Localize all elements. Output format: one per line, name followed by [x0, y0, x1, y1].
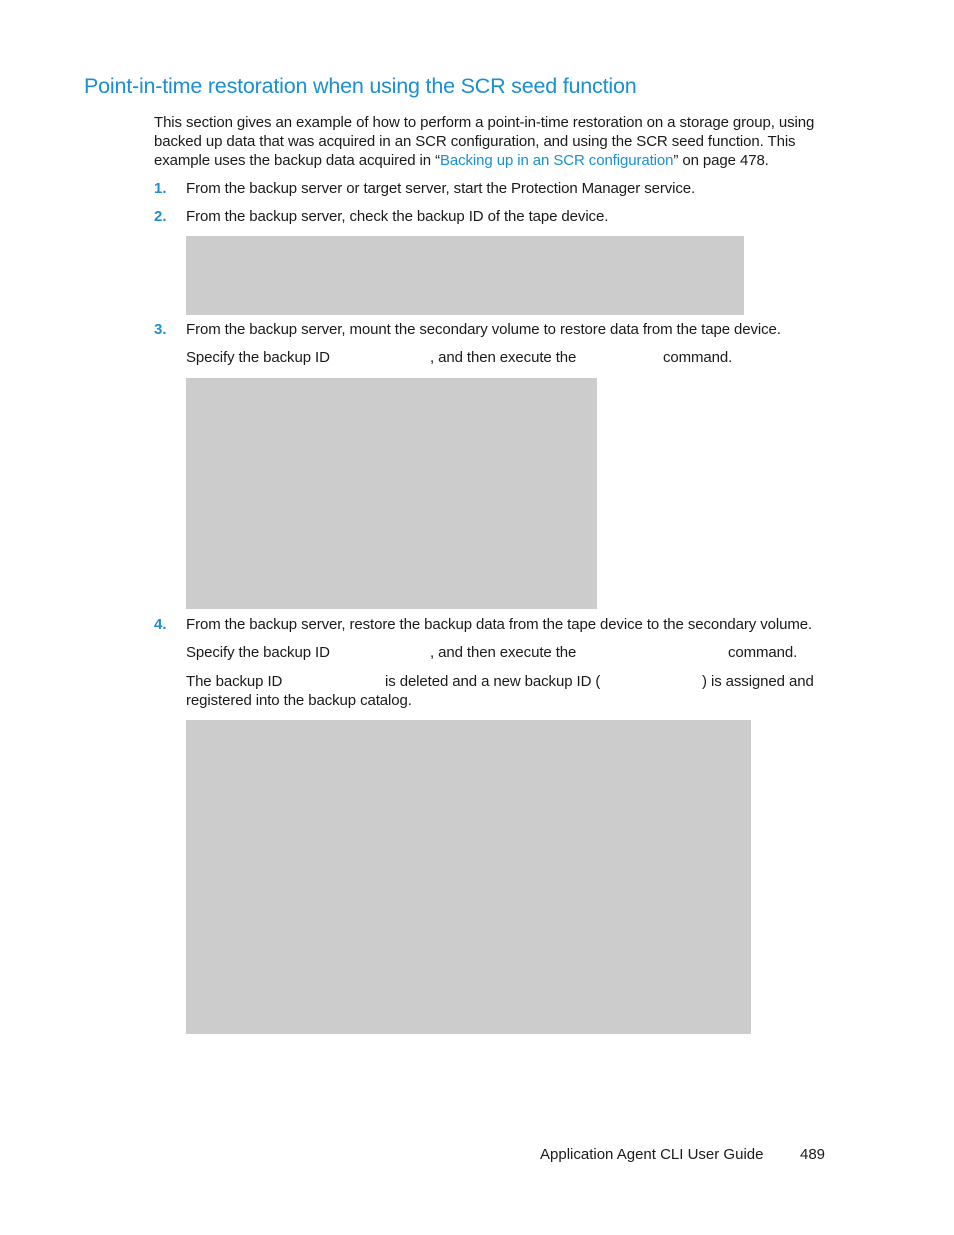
- step-3-detail-part-3: command.: [663, 349, 733, 366]
- intro-line-3: [154, 151, 769, 170]
- step-4-number: 4.: [154, 616, 167, 633]
- step-3-text: From the backup server, mount the secondary volume to restore data from the tape device.: [186, 321, 781, 338]
- step-4-detail-2-part-1: The backup ID: [186, 673, 283, 690]
- section-heading: Point-in-time restoration when using the SCR seed function: [84, 74, 637, 98]
- step-1-number: 1.: [154, 180, 167, 197]
- step-1-text: From the backup server or target server, start the Protection Manager service.: [186, 180, 696, 197]
- footer-guide-title: Application Agent CLI User Guide: [540, 1146, 764, 1163]
- step-4-detail-2-part-2: is deleted and a new backup ID (: [385, 673, 601, 690]
- step-3-detail-part-1: Specify the backup ID: [186, 349, 330, 366]
- code-block-step-2: [186, 236, 744, 315]
- step-3-number: 3.: [154, 321, 167, 338]
- step-4-detail-2-line-2: registered into the backup catalog.: [186, 692, 412, 709]
- step-2-text: From the backup server, check the backup ID of the tape device.: [186, 208, 609, 225]
- step-4-text: From the backup server, restore the backup data from the tape device to the secondary volume.: [186, 616, 813, 633]
- code-block-step-3: [186, 378, 597, 609]
- step-4-detail-1-part-2: , and then execute the: [430, 644, 577, 661]
- step-3-detail-part-2: , and then execute the: [430, 349, 577, 366]
- intro-line-2: backed up data that was acquired in an SCR configuration, and using the SCR seed function. This: [154, 133, 796, 150]
- intro-line-3-suffix: ” on page 478.: [673, 152, 769, 169]
- step-4-detail-1-part-1: Specify the backup ID: [186, 644, 330, 661]
- intro-line-3-prefix: example uses the backup data acquired in “: [154, 152, 440, 169]
- code-block-step-4: [186, 720, 751, 1034]
- step-2-number: 2.: [154, 208, 167, 225]
- footer-page-number: 489: [800, 1146, 826, 1163]
- step-4-detail-2-part-3: ) is assigned and: [702, 673, 814, 690]
- step-4-detail-1-part-3: command.: [728, 644, 798, 661]
- cross-reference-link[interactable]: Backing up in an SCR configuration: [439, 152, 674, 169]
- intro-line-1: This section gives an example of how to perform a point-in-time restoration on a storage group, using: [154, 114, 815, 131]
